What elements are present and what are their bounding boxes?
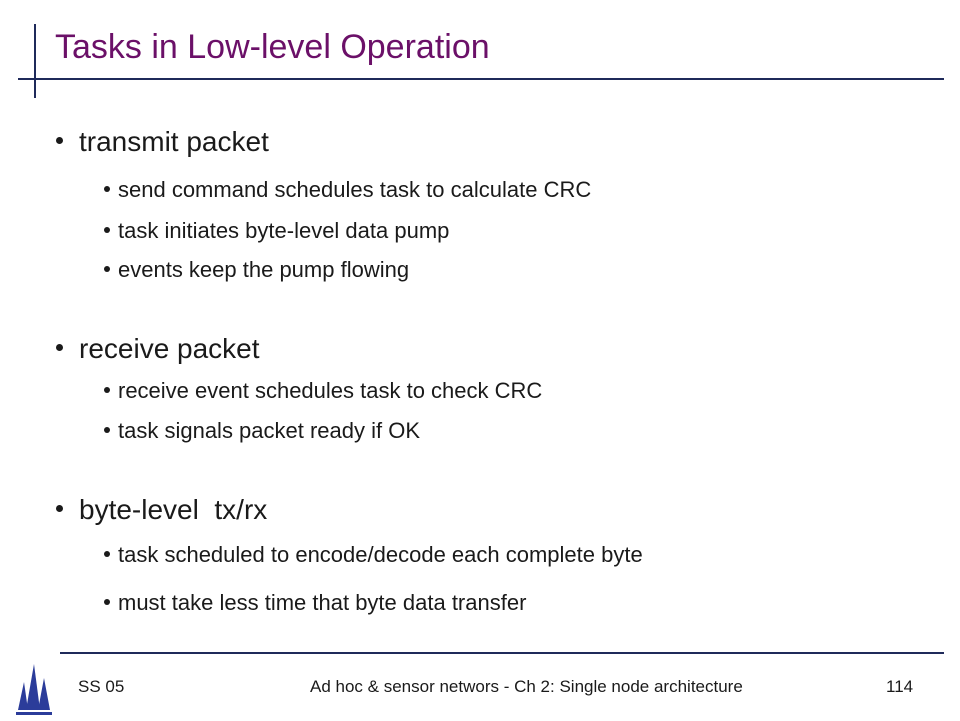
section-item: task scheduled to encode/decode each complete byte — [118, 542, 643, 567]
page-number: 114 — [886, 677, 914, 696]
university-logo-icon — [14, 660, 54, 716]
logo-graphic — [14, 660, 54, 716]
bullet-dot-icon — [56, 137, 63, 144]
section-item: task initiates byte-level data pump — [118, 218, 450, 243]
bullet-level1 — [56, 494, 267, 526]
bullet-level2 — [104, 177, 591, 203]
bullet-level1 — [56, 126, 269, 158]
bullet-dot-icon — [56, 505, 63, 512]
bullet-dot-icon — [104, 387, 110, 393]
section-item: events keep the pump flowing — [118, 257, 410, 282]
bullet-dot-icon — [104, 599, 110, 605]
bullet-level2 — [104, 418, 420, 444]
title-horizontal-rule — [18, 78, 944, 80]
bullet-level2 — [104, 218, 449, 244]
section-item: receive event schedules task to check CRC — [118, 378, 543, 403]
bullet-level1 — [56, 333, 260, 365]
footer-course: SS 05 — [78, 677, 125, 696]
slide-title: Tasks in Low-level Operation — [55, 28, 490, 66]
bullet-dot-icon — [56, 344, 63, 351]
bullet-dot-icon — [104, 427, 110, 433]
bullet-dot-icon — [104, 551, 110, 557]
bullet-dot-icon — [104, 186, 110, 192]
section-heading: transmit packet — [79, 126, 269, 157]
section-item: task signals packet ready if OK — [118, 418, 421, 443]
section-heading: byte-level tx/rx — [79, 494, 268, 525]
section-item: must take less time that byte data transfer — [118, 590, 527, 615]
section-heading: receive packet — [79, 333, 260, 364]
footer-title: Ad hoc & sensor networs - Ch 2: Single node architecture — [310, 677, 743, 696]
bullet-level2 — [104, 590, 526, 616]
bullet-level2 — [104, 257, 409, 283]
title-vertical-rule — [34, 24, 36, 98]
bullet-level2 — [104, 542, 643, 568]
bullet-dot-icon — [104, 266, 110, 272]
bullet-dot-icon — [104, 227, 110, 233]
footer-rule — [60, 652, 944, 654]
bullet-level2 — [104, 378, 542, 404]
section-item: send command schedules task to calculate CRC — [118, 177, 592, 202]
